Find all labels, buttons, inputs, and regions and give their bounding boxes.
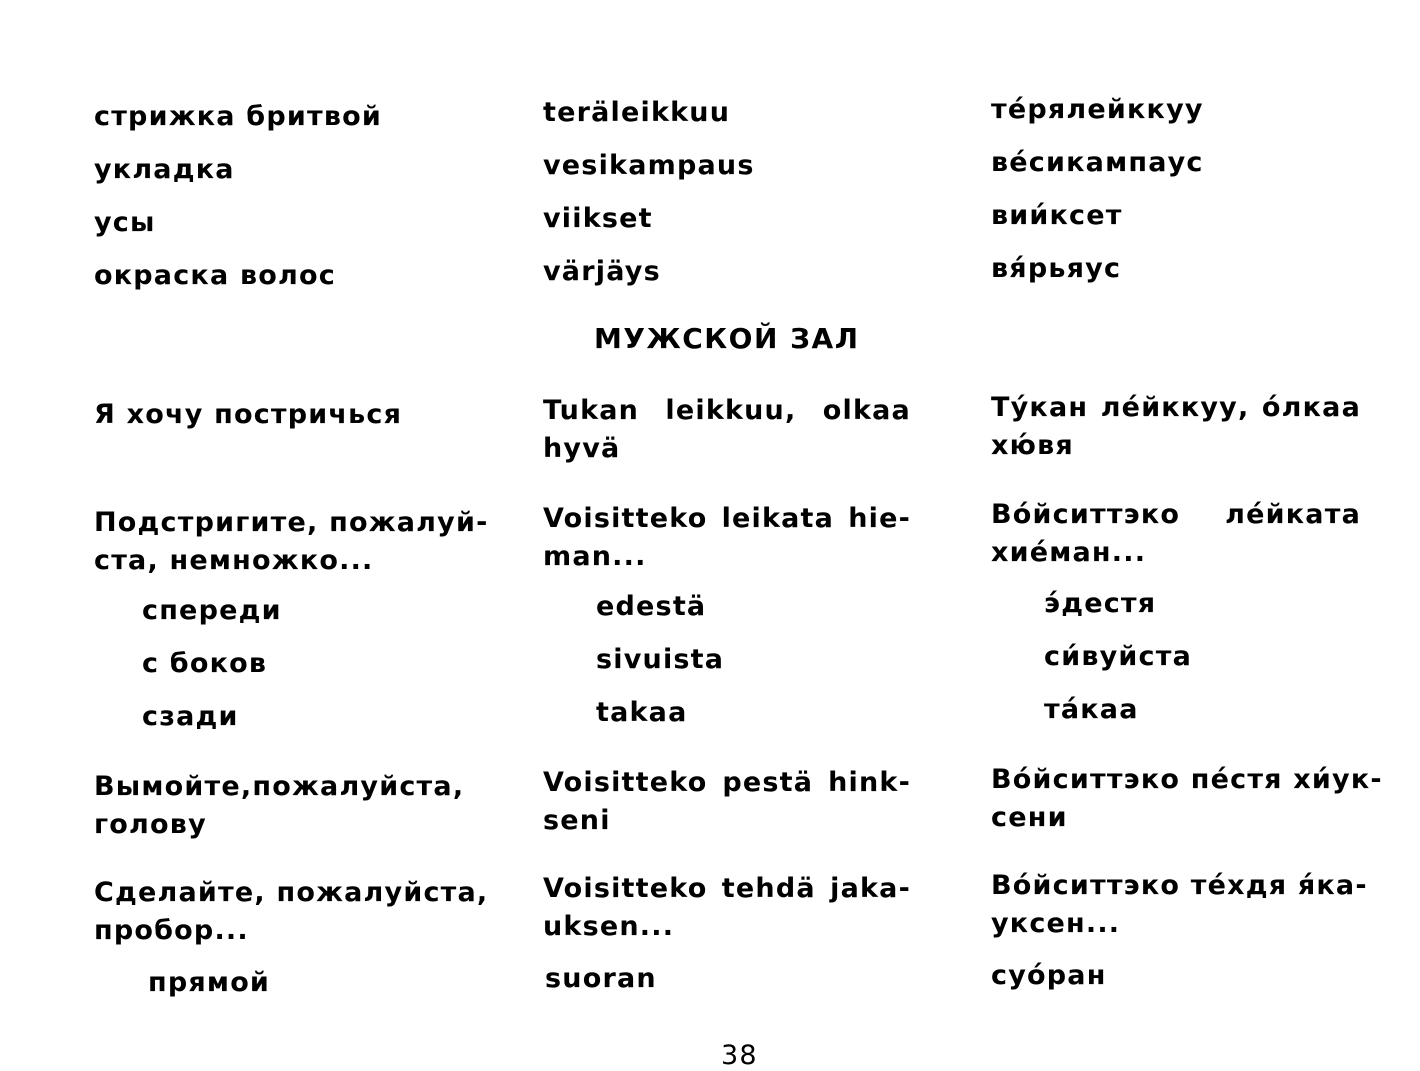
section-title: МУЖСКОЙ ЗАЛ [594, 322, 860, 355]
word: hie- [848, 503, 911, 534]
phrase-trim-fi [543, 500, 911, 576]
line: пробор... [94, 915, 249, 946]
word: hink- [828, 767, 911, 798]
word: Ту́кан [991, 392, 1089, 423]
sub-tr-0: э́дестя [1044, 588, 1157, 619]
vocab-fi-0: teräleikkuu [543, 97, 731, 128]
sub-fi-2: takaa [596, 697, 688, 728]
line: seni [543, 805, 611, 836]
word: olkaa [822, 395, 911, 426]
page-number: 38 [721, 1040, 758, 1071]
last-ru: прямой [148, 967, 271, 998]
sub-ru-2: сзади [142, 701, 239, 732]
line: hyvä [543, 433, 621, 464]
line: голову [94, 809, 207, 840]
phrase-parting-fi [543, 870, 911, 946]
vocab-ru-1: укладка [94, 154, 235, 185]
sub-ru-1: с боков [142, 648, 268, 679]
line: Подстригите, пожалуй- [94, 507, 489, 538]
vocab-fi-2: viikset [543, 203, 653, 234]
sub-tr-1: си́вуйста [1044, 641, 1193, 672]
word: leikata [721, 503, 835, 534]
line: хие́ман... [991, 537, 1147, 568]
word: о́лкаа [1261, 392, 1361, 423]
line: Во́йситтэко те́хдя я́ка- [991, 870, 1368, 901]
phrase-parting-tr [991, 867, 1368, 943]
word: Во́йситтэко [991, 499, 1181, 530]
phrase-trim-tr [991, 496, 1361, 572]
vocab-tr-3: вя́рьяус [991, 253, 1122, 284]
vocab-fi-1: vesikampaus [543, 150, 755, 181]
line: Во́йситтэко пе́стя хи́ук- [991, 764, 1383, 795]
word: tehdä [721, 873, 816, 904]
vocab-ru-0: стрижка бритвой [94, 101, 383, 132]
phrase-parting-ru [94, 874, 488, 950]
line: uksen... [543, 911, 675, 942]
last-fi: suoran [545, 963, 657, 994]
vocab-ru-3: окраска волос [94, 260, 336, 291]
vocab-fi-3: värjäys [543, 256, 661, 287]
line: ста, немножко... [94, 545, 374, 576]
word: ле́йката [1225, 499, 1361, 530]
word: jaka- [830, 873, 911, 904]
word: Voisitteko [543, 873, 708, 904]
phrase-haircut-ru: Я хочу постричься [94, 399, 403, 430]
sub-fi-0: edestä [596, 591, 707, 622]
phrase-wash-tr [991, 761, 1383, 837]
line: сени [991, 802, 1068, 833]
sub-ru-0: спереди [142, 595, 282, 626]
vocab-ru-2: усы [94, 207, 156, 238]
vocab-tr-1: ве́сикампаус [991, 147, 1204, 178]
word: Tukan [543, 395, 640, 426]
line: Сделайте, пожалуйста, [94, 877, 489, 908]
word: Voisitteko [543, 767, 708, 798]
word: Вымойте, [94, 771, 253, 802]
last-tr: суо́ран [991, 960, 1107, 991]
word: Voisitteko [543, 503, 708, 534]
phrase-trim-ru [94, 504, 489, 580]
phrase-wash-fi [543, 764, 911, 840]
word: pestä [722, 767, 814, 798]
sub-tr-2: та́каа [1044, 694, 1139, 725]
phrase-wash-ru [94, 768, 464, 844]
phrase-haircut-fi [543, 392, 911, 468]
word: пожалуйста, [252, 771, 465, 802]
word: ле́йккуу, [1100, 392, 1250, 423]
vocab-tr-2: вии́ксет [991, 200, 1123, 231]
word: leikkuu, [665, 395, 797, 426]
line: man... [543, 541, 647, 572]
line: уксен... [991, 908, 1121, 939]
line: хю́вя [991, 430, 1074, 461]
sub-fi-1: sivuista [596, 644, 725, 675]
vocab-tr-0: те́рялейккуу [991, 94, 1204, 125]
phrase-haircut-tr [991, 389, 1361, 465]
